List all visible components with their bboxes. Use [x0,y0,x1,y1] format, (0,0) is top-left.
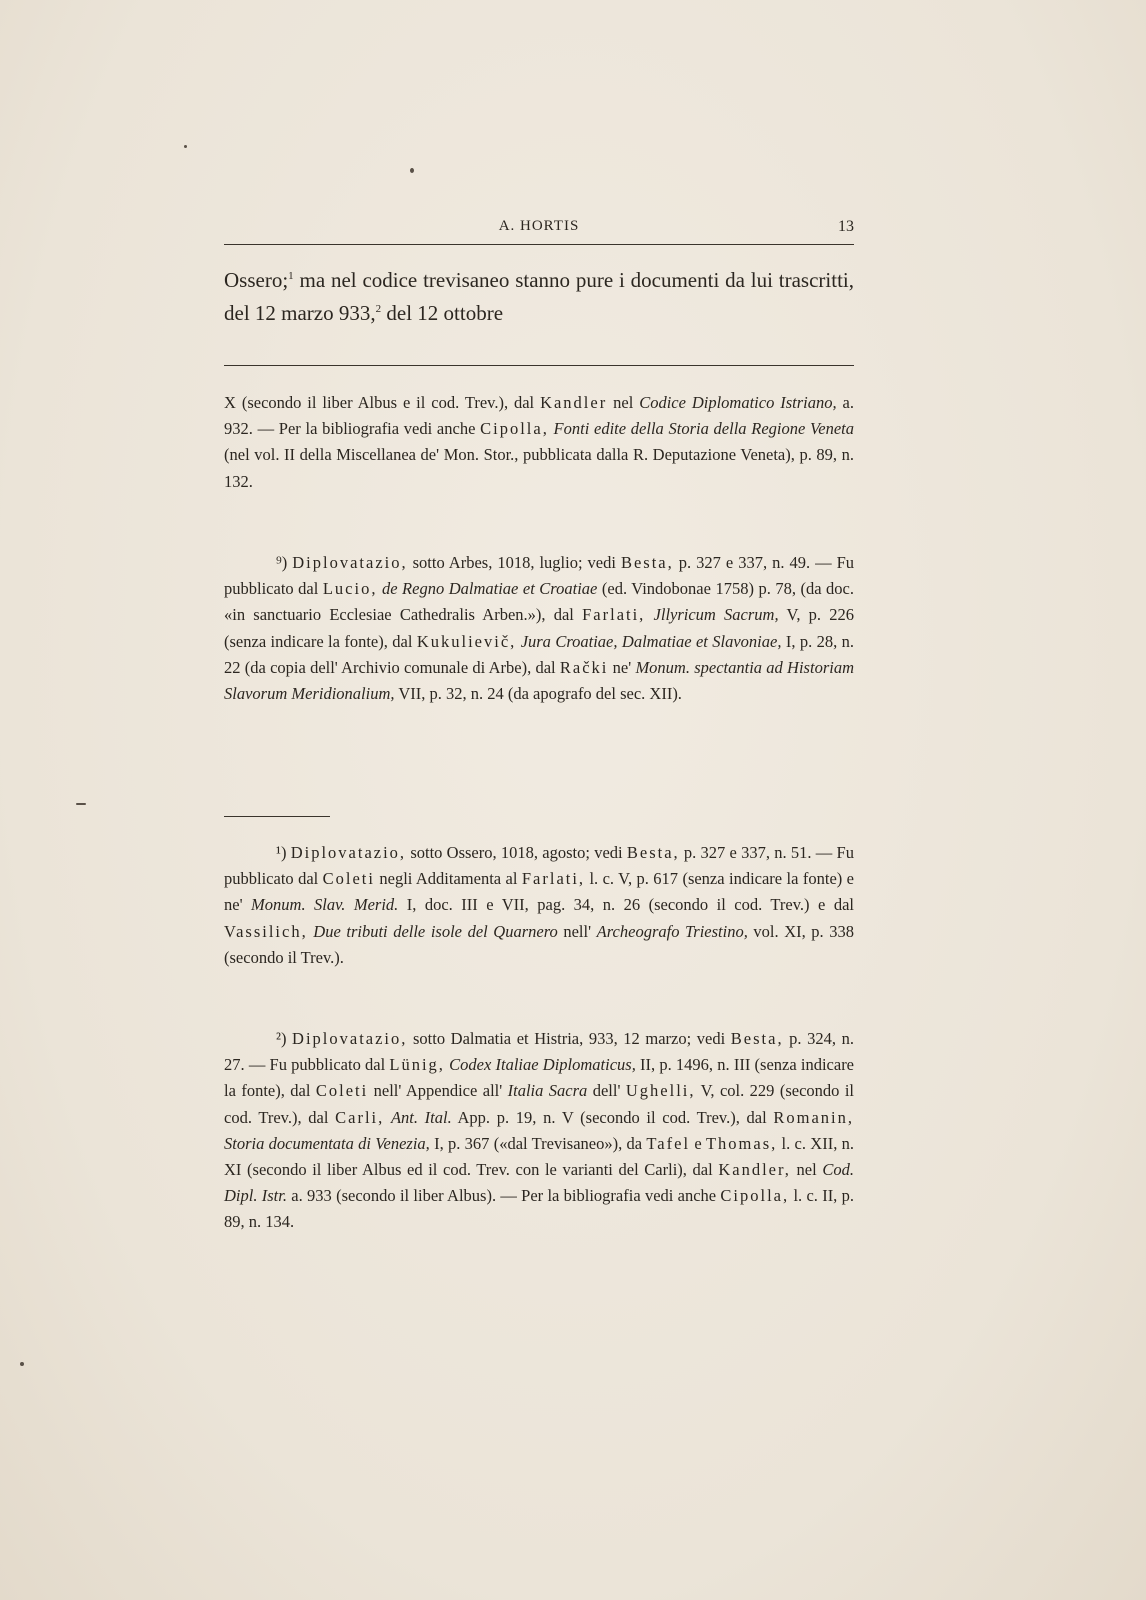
footnote-text-segment: Ughelli, [625,1081,696,1101]
footnote-text-segment: Jllyricum Sacrum, [653,605,779,625]
footnote-text-segment: nell' Appendice all' [368,1081,508,1101]
footnote-ref-1: 1 [288,270,294,282]
page-number: 13 [838,218,854,235]
footnote-text-segment: negli Additamenta al [374,869,522,889]
footnote-text-segment: l. c. XII, n. XI (secondo il liber Albus ed il cod. Trev. con le varianti del Carli), dal [224,1133,854,1180]
footnote-9 [224,550,854,707]
footnote-text-segment: Diplovatazio, [292,553,408,572]
footnote-text-segment: Storia documentata di Venezia, [224,1133,430,1153]
footnote-text-segment: Cipolla, [480,419,549,439]
footnote-text-segment: Monum. spectantia ad Historiam Slavorum Meridionalium, [224,657,854,704]
footnote-text-segment: Diplovatazio, [292,1029,408,1048]
footnote-text-segment: I, p. 28, n. 22 (da copia dell' Archivio comunale di Arbe), dal [224,631,855,677]
footnote-text-segment: p. 324, n. 27. — Fu pubblicato dal [224,1029,854,1075]
footnote-text-segment: sotto Dalmatia et Histria, 933, 12 marzo; vedi [407,1029,731,1048]
footnote-text-segment: nell' [557,921,597,941]
paper-speck [20,1362,24,1366]
footnote-text-segment [384,1108,391,1127]
footnote-text-segment: ²) [276,1029,293,1048]
footnote-text-segment: App. p. 19, n. V (secondo il cod. Trev.), dal [451,1107,774,1127]
footnote-text-segment: V, col. 229 (secondo il cod. Trev.), dal [224,1081,854,1127]
footnote-text-segment [645,605,653,624]
footnote-text-segment: X (secondo il liber Albus e il cod. Trev.), dal [224,393,541,412]
footnote-text-segment: Besta, [626,843,680,862]
footnote-text-segment: Farlati, [521,869,586,889]
footnote-text-segment: Coleti [322,869,375,889]
footnote-text-segment: de Regno Dalmatiae et Croatiae [381,579,598,599]
footnote-ref-2: 2 [375,303,382,315]
footnote-text-segment: Carli, [335,1107,385,1127]
footnote-short-rule [224,816,330,817]
main-text-segment: Ossero; [224,268,289,292]
header-rule [224,244,854,245]
footnote-1 [224,840,854,971]
footnote-text-segment: ⁹) [276,553,293,572]
paper-speck [76,803,86,805]
footnote-text-segment: Codex Italiae Diplomaticus, [449,1055,636,1075]
footnote-text-segment: Italia Sacra [507,1081,588,1101]
footnote-text-segment: (ed. Vindobonae 1758) p. 78, (da doc. «in sanctuario Ecclesiae Cathedralis Arben.»), dal [224,579,854,625]
footnote-text-segment: l. c. V, p. 617 (senza indicare la fonte) e ne' [224,869,854,915]
footnote-text-segment: Archeografo Triestino, [596,921,748,941]
footnote-text-segment: Besta, [730,1029,784,1048]
footnote-text-segment: Besta, [620,553,674,572]
main-text-segment: del 12 ottobre [381,301,504,325]
footnote-text-segment: Jura Croatiae, Dalmatiae et Slavoniae, [520,631,782,651]
footnote-text-segment: nel [607,393,640,412]
footnote-text-segment: Vassilich, [224,921,308,941]
footnote-text-segment: sotto Arbes, 1018, luglio; vedi [407,553,621,572]
footnote-text-segment: Thomas, [705,1133,778,1153]
footnote-text-segment: Lucio, [322,579,378,599]
footnote-2 [224,1026,854,1236]
footnote-text-segment: p. 327 e 337, n. 51. — Fu pubblicato dal [224,843,854,889]
footnote-text-segment: V, p. 226 (senza indicare la fonte), dal [224,605,855,651]
footnote-continuation [224,390,854,495]
footnote-text-segment: Kukulievič, [416,631,517,651]
footnote-separator-rule [224,365,854,366]
footnote-text-segment: Fonti edite della Storia della Regione Veneta [553,419,854,439]
footnote-text-segment: Monum. Slav. Merid. [251,895,399,915]
footnote-text-segment: dell' [587,1081,626,1101]
main-text-segment: ma nel codice trevisaneo stanno pure i documenti da lui trascritti, del 12 marzo 933, [224,268,854,325]
footnote-text-segment: e [690,1133,706,1153]
footnote-text-segment: Romanin, [773,1107,854,1127]
footnote-text-segment: VII, p. 32, n. 24 (da apografo del sec. XII). [394,684,682,704]
footnote-text-segment: ne' [608,657,636,677]
paper-speck [410,168,414,173]
footnote-text-segment: II, p. 1496, n. III (senza indicare la fonte), dal [224,1055,855,1101]
footnote-text-segment: Rački [559,657,609,677]
footnote-text-segment: Kandler [540,393,608,412]
paper-speck [184,145,187,148]
footnote-text-segment: l. c. II, p. 89, n. 134. [224,1186,854,1232]
footnote-text-segment: I, p. 367 («dal Trevisaneo»), da [429,1133,647,1153]
footnote-text-segment: Tafel [646,1133,691,1153]
footnote-text-segment: Farlati, [582,605,646,625]
footnote-text-segment: Diplovatazio, [290,843,407,862]
footnote-text-segment: Ant. Ital. [390,1107,452,1127]
footnote-text-segment: a. 932. — Per la bibliografia vedi anche [224,393,855,439]
running-head-author: A. HORTIS [498,218,580,234]
footnote-text-segment: Codice Diplomatico Istriano, [639,393,837,412]
footnote-text-segment: Cipolla, [720,1186,790,1206]
footnote-text-segment: sotto Ossero, 1018, agosto; vedi [406,843,627,862]
footnote-text-segment: Lünig, [389,1055,445,1075]
footnote-text-segment: nel [790,1160,823,1180]
main-text [224,264,854,330]
footnote-text-segment: vol. XI, p. 338 (secondo il Trev.). [224,921,855,967]
footnote-text-segment: a. 933 (secondo il liber Albus). — Per la bibliografia vedi anche [286,1186,721,1206]
footnote-text-segment: p. 327 e 337, n. 49. — Fu pubblicato dal [224,553,854,599]
footnote-text-segment: Due tributi delle isole del Quarnero [313,921,558,941]
footnote-text-segment: (nel vol. II della Miscellanea de' Mon. Stor., pubblicata dalla R. Deputazione Veneta), p. 89, n. 132. [224,445,854,491]
footnote-text-segment: Kandler, [718,1160,791,1180]
footnote-text-segment: Coleti [315,1081,369,1101]
running-header [224,218,854,242]
footnote-text-segment: ¹) [276,843,291,862]
footnote-text-segment: Cod. Dipl. Istr. [224,1160,854,1206]
footnote-text-segment: I, doc. III e VII, pag. 34, n. 26 (secondo il cod. Trev.) e dal [398,895,854,915]
